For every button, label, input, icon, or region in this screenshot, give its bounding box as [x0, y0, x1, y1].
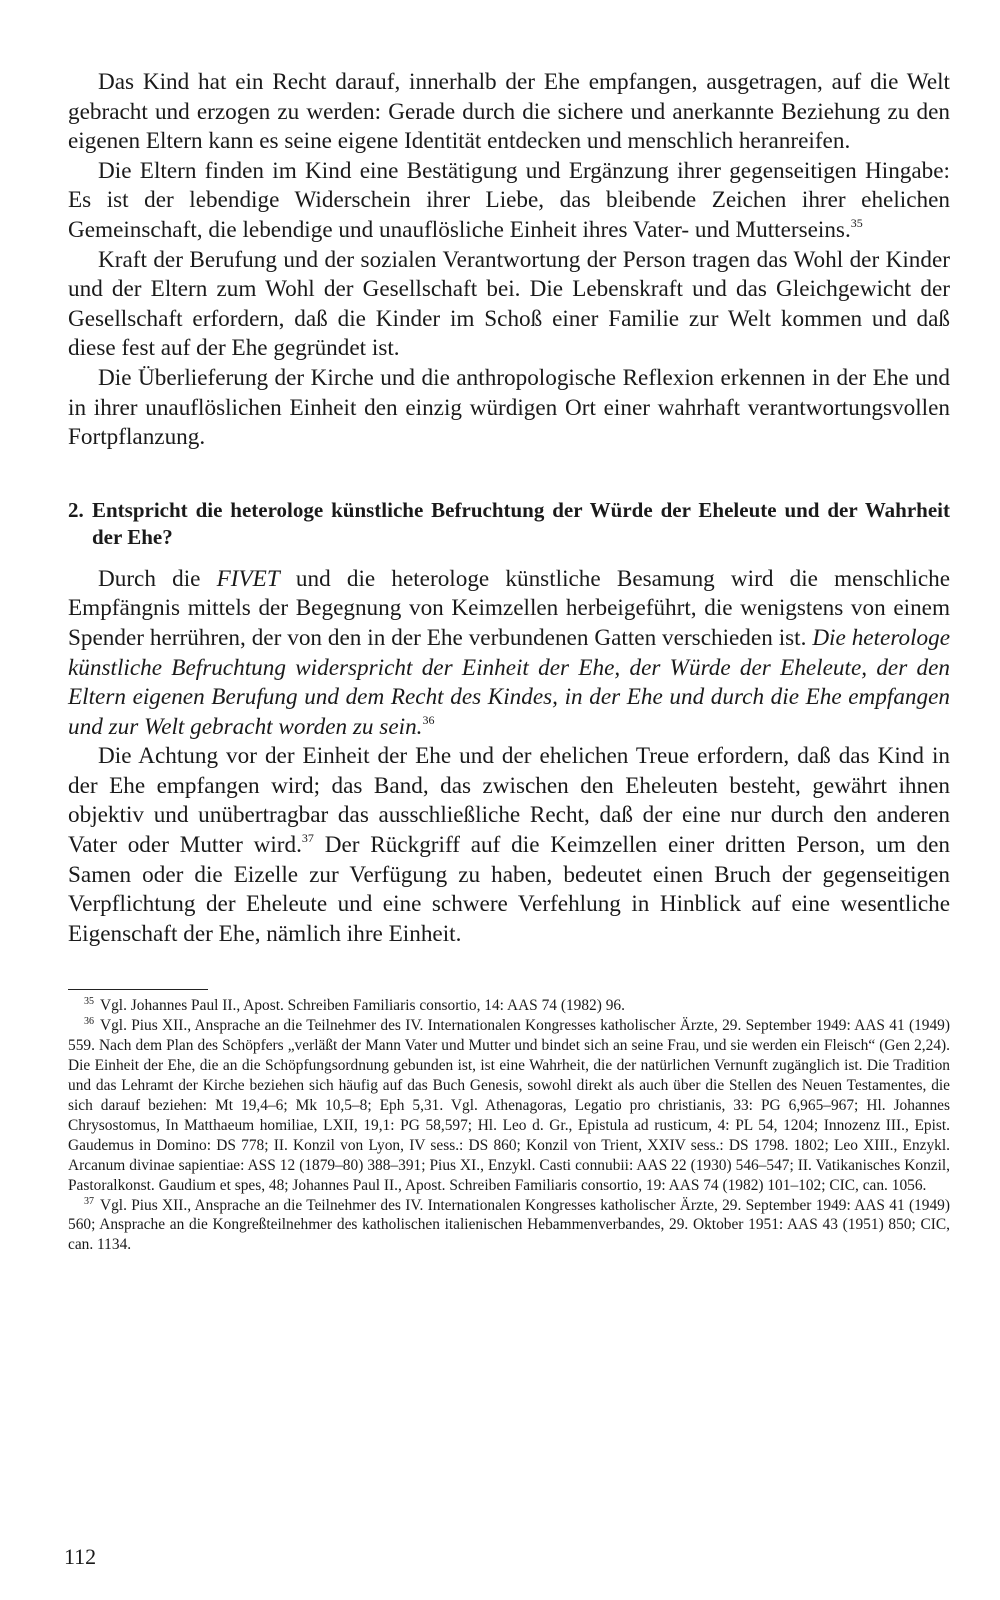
footnote-number: 35: [84, 996, 94, 1008]
paragraph-text: Die Eltern finden im Kind eine Bestätigung und Ergänzung ihrer gegenseitigen Hingabe: Es ist der lebendige Widerschein ihrer Liebe, das bleibende Zeichen ihrer ehelichen Gemeinschaft, die lebendige und unauflösliche Einheit ihres Vater- und Mutterseins.: [68, 157, 950, 243]
paragraph-unity: [68, 742, 950, 949]
footnote-text: Vgl. Pius XII., Ansprache an die Teilnehmer des IV. Internationalen Kongresses katholischer Ärzte, 29. September 1949: AAS 41 (1949) 559. Nach dem Plan des Schöpfers „verläßt der Mann Vater und Mutter und bindet sich an seine Frau, und sie werden ein Fleisch“ (Gen 2,24). Die Einheit der Ehe, die an die Schöpfungsordnung gebunden ist, ist eine Wahrheit, die der natürlichen Vernunft zugänglich ist. Die Tradition und das Lehramt der Kirche beziehen sich häufig auf das Buch Genesis, sowohl direkt als auch über die Stellen des Neuen Testamentes, die sich darauf beziehen: Mt 19,4–6; Mk 10,5–8; Eph 5,31. Vgl. Athenagoras, Legatio pro christianis, 33: PG 6,965–967; Hl. Johannes Chrysostomus, In Matthaeum homiliae, LXII, 19,1: PG 58,597; Hl. Leo d. Gr., Epistula ad rusticum, 4: PL 54, 1204; Innozenz III., Epist. Gaudemus in Domino: DS 778; II. Konzil von Lyon, IV sess.: DS 860; Konzil von Trient, XXIV sess.: DS 1798. 1802; Leo XIII., Enzykl. Arcanum divinae sapientiae: ASS 12 (1879–80) 388–391; Pius XI., Enzykl. Casti connubii: AAS 22 (1930) 546–547; II. Vatikanisches Konzil, Pastoralkonst. Gaudium et spes, 48; Johannes Paul II., Apost. Schreiben Familiaris consortio, 19: AAS 74 (1982) 101–102; CIC, can. 1056.: [68, 1017, 950, 1194]
paragraph-society: [68, 246, 950, 364]
footnote-36: [68, 1016, 950, 1195]
paragraph-text: und die heterologe künstliche Besamung wird die menschliche Empfängnis mittels der Begegnung von Keimzellen herbeigeführt, die wenigstens von einem Spender herrühren, der von den in der Ehe verbundenen Gatten verschieden ist.: [68, 565, 950, 651]
section-title: Entspricht die heterologe künstliche Befruchtung der Würde der Eheleute und der Wahrheit der Ehe?: [92, 497, 950, 549]
page-number: 112: [64, 1544, 97, 1569]
paragraph-tradition: [68, 364, 950, 453]
page-body: [68, 68, 950, 1255]
paragraph-text: Das Kind hat ein Recht darauf, innerhalb der Ehe empfangen, ausgetragen, auf die Welt gebracht und erzogen zu werden: Gerade durch die sichere und anerkannte Beziehung zu den eigenen Eltern kann es seine eigene Identität entdecken und menschlich heranreifen.: [68, 69, 950, 155]
footnote-ref-37[interactable]: 37: [301, 831, 314, 846]
footnote-text: Vgl. Pius XII., Ansprache an die Teilnehmer des IV. Internationalen Kongresses katholischer Ärzte, 29. September 1949: AAS 41 (1949) 560; Ansprache an die Kongreßteilnehmer des katholischen italienischen Hebammenverbandes, 29. Oktober 1951: AAS 43 (1951) 850; CIC, can. 1134.: [68, 1196, 950, 1254]
paragraph-child-rights: [68, 68, 950, 157]
paragraph-text: Kraft der Berufung und der sozialen Verantwortung der Person tragen das Wohl der Kinder und der Eltern zum Wohl der Gesellschaft bei. Die Lebenskraft und das Gleichgewicht der Gesellschaft erfordern, daß die Kinder im Schoß einer Familie zur Welt kommen und daß diese fest auf der Ehe gegründet ist.: [68, 246, 950, 362]
section-heading: [68, 497, 950, 551]
footnote-ref-36[interactable]: 36: [422, 712, 435, 727]
footnote-divider: [68, 989, 208, 990]
paragraph-text: Die Achtung vor der Einheit der Ehe und der ehelichen Treue erfordern, daß das Kind in der Ehe empfangen wird; das Band, das zwischen den Eheleuten besteht, gewährt ihnen objektiv und unübertragbar das ausschließliche Recht, daß der eine nur durch den anderen Vater oder Mutter wird.: [68, 743, 950, 859]
footnote-ref-35[interactable]: 35: [850, 215, 863, 230]
footnote-35: [68, 996, 950, 1016]
paragraph-text: Der Rückgriff auf die Keimzellen einer dritten Person, um den Samen oder die Eizelle zur Verfügung zu haben, bedeutet einen Bruch der gegenseitigen Verpflichtung der Eheleute und eine schwere Verfehlung in Hinblick auf eine wesentliche Eigenschaft der Ehe, nämlich ihre Einheit.: [68, 832, 950, 947]
footnote-number: 36: [84, 1016, 94, 1028]
emphasized-statement: Die heterologe künstliche Befruchtung widerspricht der Einheit der Ehe, der Würde der Eheleute, der den Eltern eigenen Berufung und dem Recht des Kindes, in der Ehe und durch die Ehe empfangen und zur Welt gebracht worden zu sein.: [68, 624, 950, 740]
paragraph-text: Die Überlieferung der Kirche und die anthropologische Reflexion erkennen in der Ehe und in ihrer unauflöslichen Einheit den einzig würdigen Ort einer wahrhaft verantwortungsvollen Fortpflanzung.: [68, 364, 950, 451]
paragraph-text: Durch die: [98, 565, 217, 592]
footnote-37: [68, 1196, 950, 1256]
section-number: 2.: [68, 497, 84, 522]
footnote-number: 37: [84, 1195, 94, 1207]
paragraph-fivet: [68, 565, 950, 743]
term-fivet: FIVET: [216, 565, 280, 592]
footnote-text: Vgl. Johannes Paul II., Apost. Schreiben Familiaris consortio, 14: AAS 74 (1982) 96.: [100, 997, 625, 1015]
paragraph-parents: [68, 157, 950, 246]
